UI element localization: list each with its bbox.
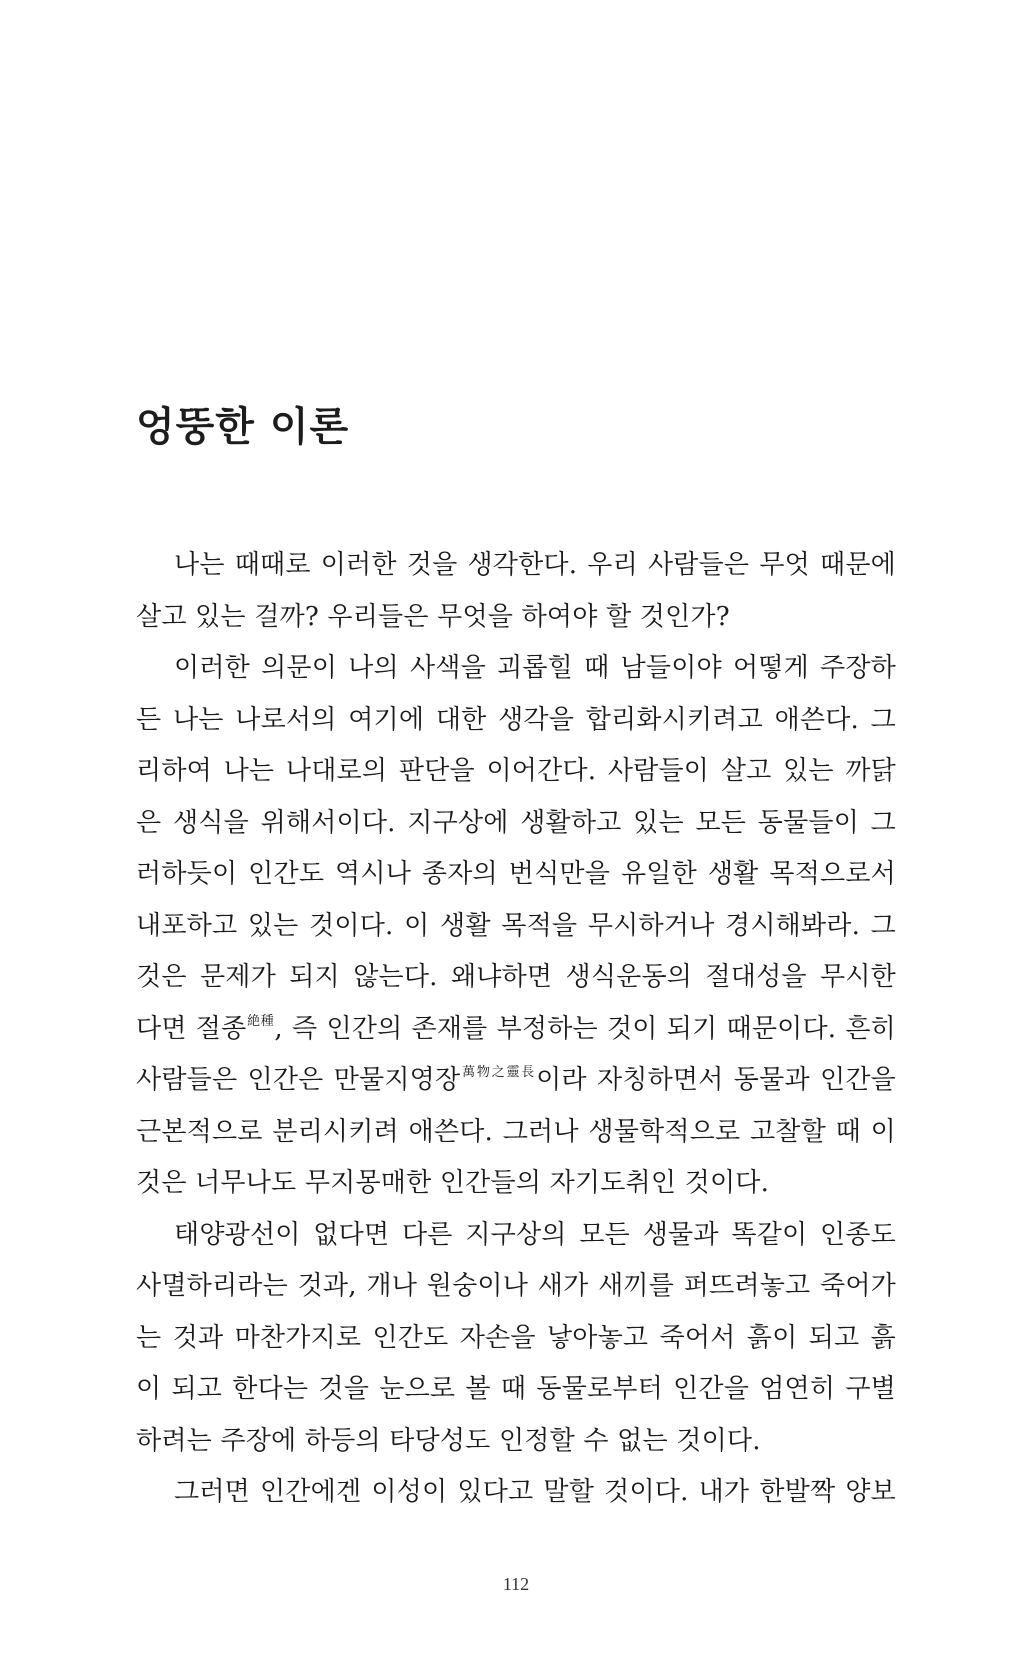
text-line: 는 것과 마찬가지로 인간도 자손을 낳아놓고 죽어서 흙이 되고 흙 bbox=[136, 1322, 896, 1353]
text-line: 리하여 나는 나대로의 판단을 이어간다. 사람들이 살고 있는 까닭 bbox=[136, 756, 896, 786]
text-line: 이 되고 한다는 것을 눈으로 볼 때 동물로부터 인간을 엄연히 구별 bbox=[136, 1374, 896, 1404]
text-line: 이러한 의문이 나의 사색을 괴롭힐 때 남들이야 어떻게 주장하 bbox=[174, 653, 896, 683]
hanja-annotation: 萬物之靈長 bbox=[460, 1065, 537, 1080]
text-segment: 사람들은 인간은 만물지영장 bbox=[136, 1065, 461, 1095]
text-line: 하려는 주장에 하등의 타당성도 인정할 수 없는 것이다. bbox=[136, 1425, 761, 1456]
page-number: 112 bbox=[502, 1574, 530, 1594]
chapter-title: 엉뚱한 이론 bbox=[136, 404, 350, 450]
text-line: 나는 때때로 이러한 것을 생각한다. 우리 사람들은 무엇 때문에 bbox=[174, 550, 896, 580]
text-line: 그러면 인간에겐 이성이 있다고 말할 것이다. 내가 한발짝 양보 bbox=[174, 1477, 896, 1507]
body-text bbox=[136, 540, 896, 1519]
text-segment: , 즉 인간의 존재를 부정하는 것이 되기 때문이다. 흔히 bbox=[274, 1013, 896, 1044]
text-line: 든 나는 나로서의 여기에 대한 생각을 합리화시키려고 애쓴다. 그 bbox=[136, 704, 896, 735]
text-segment: 다면 절종 bbox=[136, 1013, 247, 1044]
text-line: 살고 있는 걸까? 우리들은 무엇을 하여야 할 것인가? bbox=[136, 601, 730, 632]
text-line: 내포하고 있는 것이다. 이 생활 목적을 무시하거나 경시해봐라. 그 bbox=[136, 910, 896, 941]
text-line: 태양광선이 없다면 다른 지구상의 모든 생물과 똑같이 인종도 bbox=[174, 1219, 896, 1250]
text-line: 러하듯이 인간도 역시나 종자의 번식만을 유일한 생활 목적으로서 bbox=[136, 859, 896, 889]
text-line: 근본적으로 분리시키려 애쓴다. 그러나 생물학적으로 고찰할 때 이 bbox=[136, 1116, 896, 1147]
text-line: 사멸하리라는 것과, 개나 원숭이나 새가 새끼를 퍼뜨려놓고 죽어가 bbox=[136, 1271, 896, 1301]
text-line: 것은 너무나도 무지몽매한 인간들의 자기도취인 것이다. bbox=[136, 1168, 770, 1198]
text-line bbox=[136, 1055, 896, 1107]
text-line: 것은 문제가 되지 않는다. 왜냐하면 생식운동의 절대성을 무시한 bbox=[136, 962, 896, 992]
text-segment: 이라 자칭하면서 동물과 인간을 bbox=[536, 1065, 896, 1095]
hanja-annotation: 絶種 bbox=[246, 1013, 275, 1029]
text-line: 은 생식을 위해서이다. 지구상에 생활하고 있는 모든 동물들이 그 bbox=[136, 807, 896, 838]
text-line bbox=[136, 1004, 896, 1056]
